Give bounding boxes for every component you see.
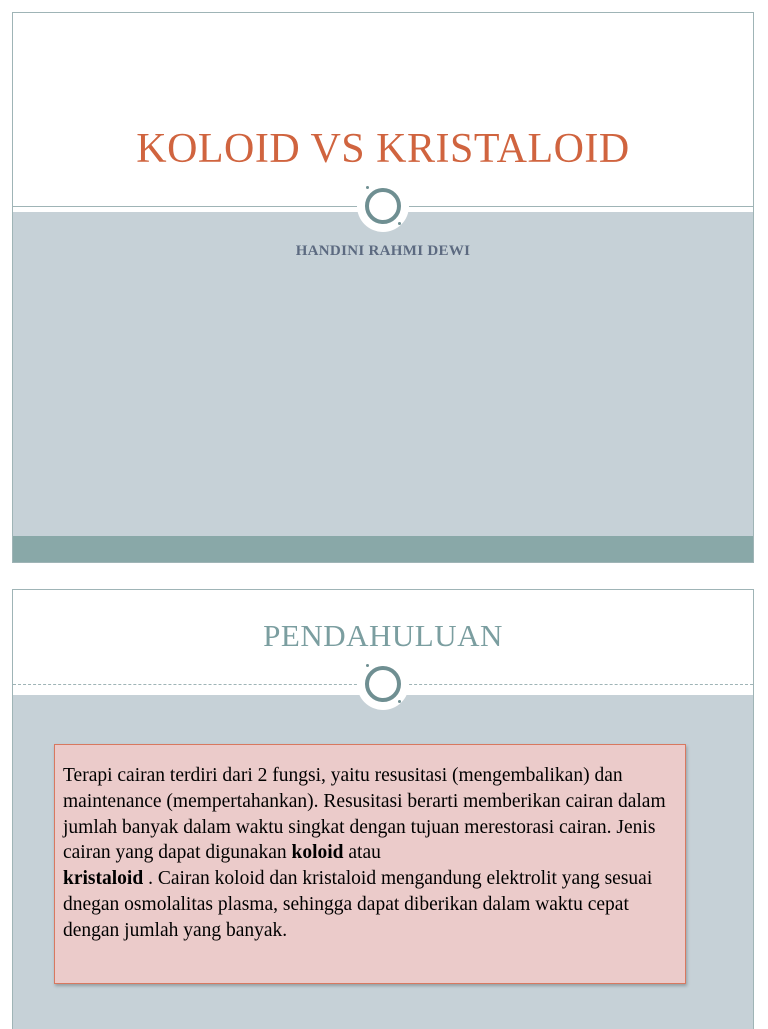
footer-band — [13, 536, 753, 562]
ring-icon — [357, 180, 409, 232]
body-text: . Cairan koloid dan kristaloid mengandung elektrolit yang sesuai dnegan osmolalitas plasma, sehingga dapat diberikan dalam waktu cepat dengan jumlah yang banyak. — [63, 868, 653, 941]
ring-icon — [357, 658, 409, 710]
body-text: Terapi cairan terdiri dari 2 fungsi, yaitu resusitasi (mengembalikan) dan maintenance (mempertahankan). Resusitasi berarti memberikan cairan dalam jumlah banyak dalam waktu singkat dengan tujuan merestorasi cairan. Jenis cairan yang dapat digunakan — [63, 765, 666, 864]
body-bold-kristaloid: kristaloid — [63, 868, 144, 890]
author-name: HANDINI RAHMI DEWI — [295, 243, 471, 259]
subtitle-panel — [13, 212, 753, 536]
presentation-title: KOLOID VS KRISTALOID — [136, 126, 630, 172]
intro-text-box — [54, 744, 686, 984]
slide-introduction — [12, 589, 754, 1029]
body-text: atau — [343, 842, 381, 864]
title-area — [13, 13, 753, 207]
slide-title — [12, 12, 754, 563]
body-bold-koloid: koloid — [291, 842, 344, 864]
section-title: PENDAHULUAN — [263, 618, 503, 653]
